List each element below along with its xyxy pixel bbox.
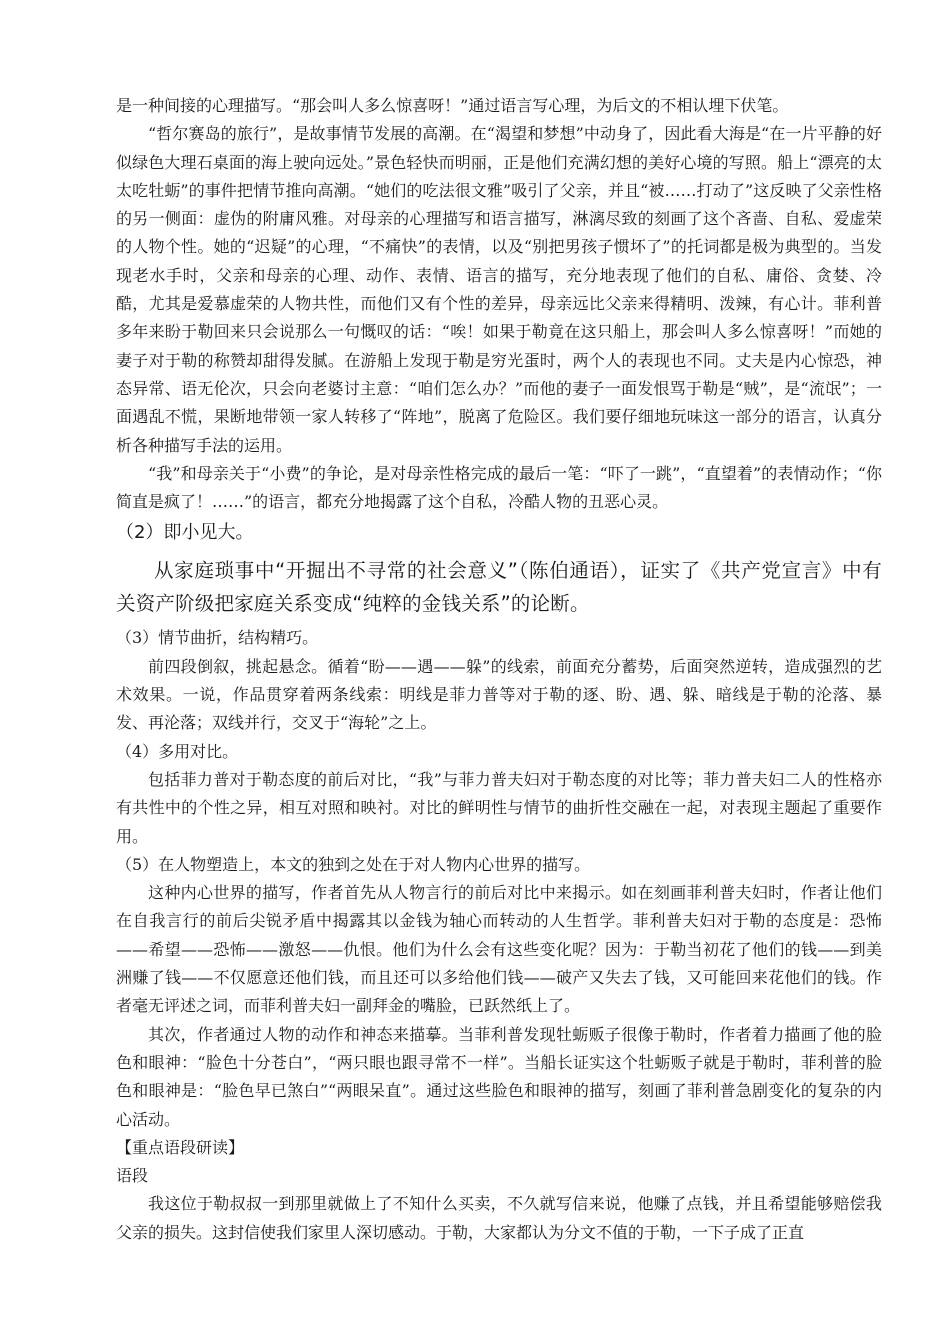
section-heading-5: （5）在人物塑造上，本文的独到之处在于对人物内心世界的描写。 — [116, 854, 591, 874]
paragraph-0: 是一种间接的心理描写。“那会叫人多么惊喜呀！”通过语言写心理，为后文的不相认埋下伏笔。 — [116, 96, 789, 115]
emphasis-paragraph: 从家庭琐事中“开掘出不寻常的社会意义”（陈伯通语），证实了《共产党宣言》中有关资产阶级把家庭关系变成“纯粹的金钱关系”的论断。 — [116, 559, 882, 616]
section-heading-4: （4）多用对比。 — [116, 741, 239, 761]
paragraph-1: “哲尔赛岛的旅行”，是故事情节发展的高潮。在“渴望和梦想”中动身了，因此看大海是“在一片平静的好似绿色大理石桌面的海上驶向远处。”景色轻快而明丽，正是他们充满幻想的美好心境的写照。船上“漂亮的太太吃牡蛎”的事件把情节推向高潮。“她们的吃法很文雅”吸引了父亲，并且“被……打动了”这反映了父亲性格的另一侧面：虚伪的附庸风雅。对母亲的心理描写和语言描写，淋漓尽致的刻画了这个吝啬、自私、爱虚荣的人物个性。她的“迟疑”的心理，“不痛快”的表情，以及“别把男孩子惯坏了”的托词都是极为典型的。当发现老水手时，父亲和母亲的心理、动作、表情、语言的描写，充分地表现了他们的自私、庸俗、贪婪、冷酷，尤其是爱慕虚荣的人物共性，而他们又有个性的差异，母亲远比父亲来得精明、泼辣，有心计。菲利普多年来盼于勒回来只会说那么一句慨叹的话：“唉！如果于勒竟在这只船上，那会叫人多么惊喜呀！”而她的妻子对于勒的称赞却甜得发腻。在游船上发现于勒是穷光蛋时，两个人的表现也不同。丈夫是内心惊恐，神态异常、语无伦次，只会向老婆讨主意：“咱们怎么办？”而他的妻子一面发恨骂于勒是“贼”，是“流氓”；一面遇乱不慌，果断地带领一家人转移了“阵地”，脱离了危险区。我们要仔细地玩味这一部分的语言，认真分析各种描写手法的运用。 — [116, 124, 882, 455]
section-heading-3: （3）情节曲折，结构精巧。 — [116, 628, 319, 648]
paragraph-11: 其次，作者通过人物的动作和神态来描摹。当菲利普发现牡蛎贩子很像于勒时，作者着力描画了他的脸色和眼神：“脸色十分苍白”，“两只眼也跟寻常不一样”。当船长证实这个牡蛎贩子就是于勒时，菲利普的脸色和眼神是：“脸色早已煞白”“两眼呆直”。通过这些脸色和眼神的描写，刻画了菲利普急剧变化的复杂的内心活动。 — [116, 1024, 882, 1129]
paragraph-6: 前四段倒叙，挑起悬念。循着“盼——遇——躲”的线索，前面充分蓄势，后面突然逆转，造成强烈的艺术效果。一说，作品贯穿着两条线索：明线是菲力普等对于勒的逐、盼、遇、躲、暗线是于勒的沦落、暴发、再沦落；双线并行，交叉于“海轮”之上。 — [116, 656, 882, 733]
paragraph-8: 包括菲力普对于勒态度的前后对比，“我”与菲力普夫妇对于勒态度的对比等；菲力普夫妇二人的性格亦有共性中的个性之异，相互对照和映衬。对比的鲜明性与情节的曲折性交融在一起，对表现主题起了重要作用。 — [116, 769, 882, 846]
paragraph-2: “我”和母亲关于“小费”的争论，是对母亲性格完成的最后一笔：“吓了一跳”，“直望着”的表情动作；“你简直是疯了！……”的语言，都充分地揭露了这个自私，冷酷人物的丑恶心灵。 — [116, 463, 882, 512]
key-passage-heading: 【重点语段研读】 — [116, 1137, 245, 1157]
document-page — [116, 92, 882, 1247]
passage-label: 语段 — [116, 1166, 149, 1186]
section-heading-2: （2）即小见大。 — [116, 522, 254, 544]
paragraph-14: 我这位于勒叔叔一到那里就做上了不知什么买卖，不久就写信来说，他赚了点钱，并且希望能够赔偿我父亲的损失。这封信使我们家里人深切感动。于勒，大家都认为分文不值的于勒，一下子成了正直 — [116, 1194, 882, 1242]
paragraph-10: 这种内心世界的描写，作者首先从人物言行的前后对比中来揭示。如在刻画菲利普夫妇时，作者让他们在自我言行的前后尖锐矛盾中揭露其以金钱为轴心而转动的人生哲学。菲利普夫妇对于勒的态度是：恐怖——希望——恐怖——激怒——仇恨。他们为什么会有这些变化呢？因为：于勒当初花了他们的钱——到美洲赚了钱——不仅愿意还他们钱，而且还可以多给他们钱——破产又失去了钱，又可能回来花他们的钱。作者毫无评述之词，而菲利普夫妇一副拜金的嘴脸，已跃然纸上了。 — [116, 883, 882, 1016]
